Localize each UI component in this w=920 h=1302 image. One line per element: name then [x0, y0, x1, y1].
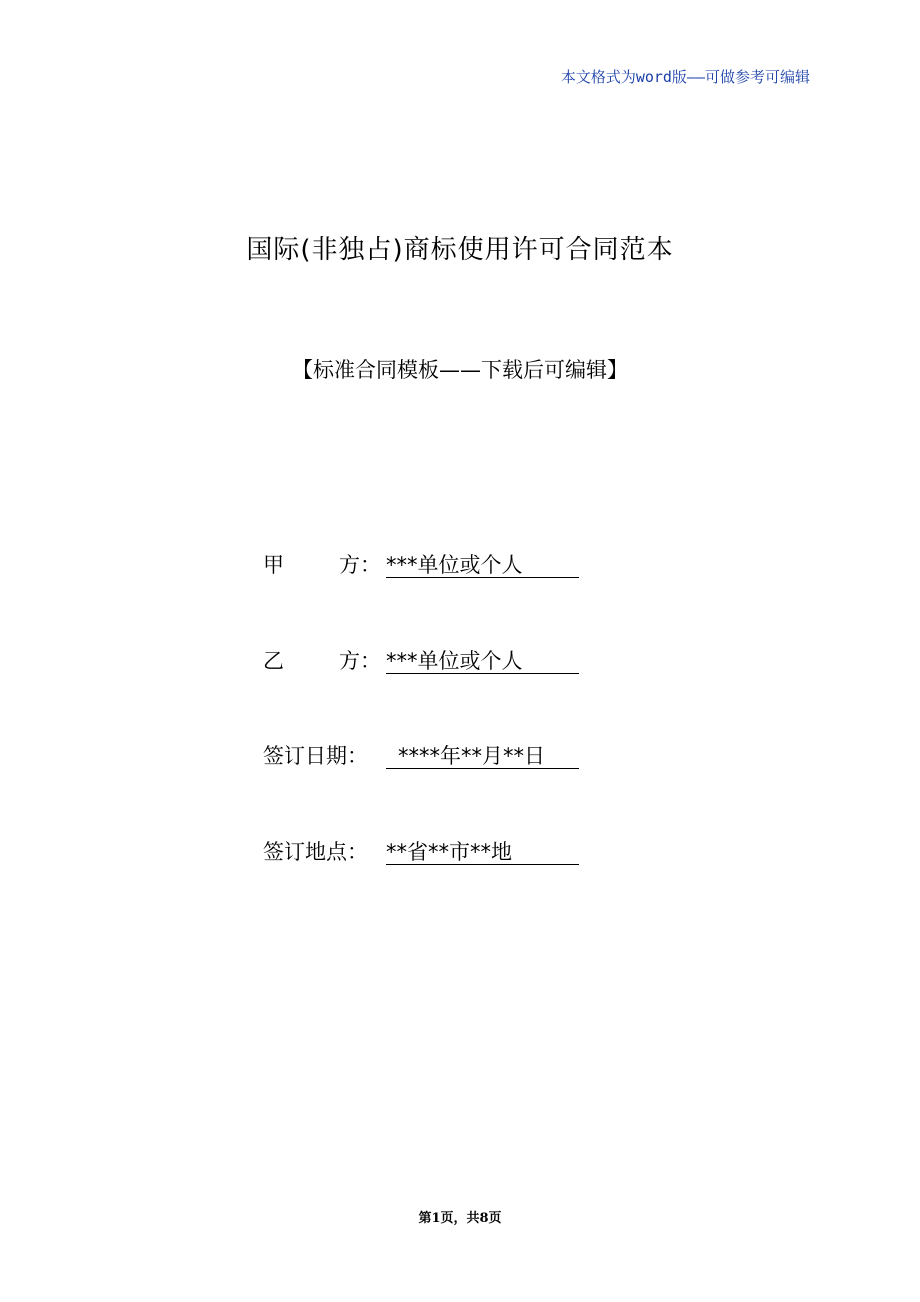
document-title: 国际(非独占)商标使用许可合同范本: [246, 235, 674, 265]
sign-place-value-text: **省**市**地: [386, 840, 512, 864]
party-b-label-char: 乙: [263, 649, 284, 673]
party-a-label-suffix: 方：: [339, 553, 381, 577]
party-a-label: [263, 549, 385, 579]
sign-place-value: [386, 836, 579, 865]
party-a-value-text: ***单位或个人: [386, 553, 523, 577]
party-b-value-text: ***单位或个人: [386, 649, 523, 673]
sign-date-label: 签订日期：: [263, 744, 368, 768]
header-note: 本文格式为word版——可做参考可编辑: [560, 68, 810, 86]
sign-date-value-text: ****年**月**日: [398, 744, 545, 768]
page-footer: 第1页，共8页: [418, 1211, 502, 1226]
party-a-value: [386, 549, 579, 578]
party-b-label-suffix: 方：: [339, 649, 381, 673]
document-subtitle: 【标准合同模板——下载后可编辑】: [292, 358, 628, 382]
party-b-value: [386, 645, 579, 674]
sign-place-label: 签订地点：: [263, 840, 368, 864]
party-a-label-char: 甲: [263, 553, 284, 577]
sign-date-value: [386, 740, 579, 769]
party-b-label: [263, 645, 385, 675]
